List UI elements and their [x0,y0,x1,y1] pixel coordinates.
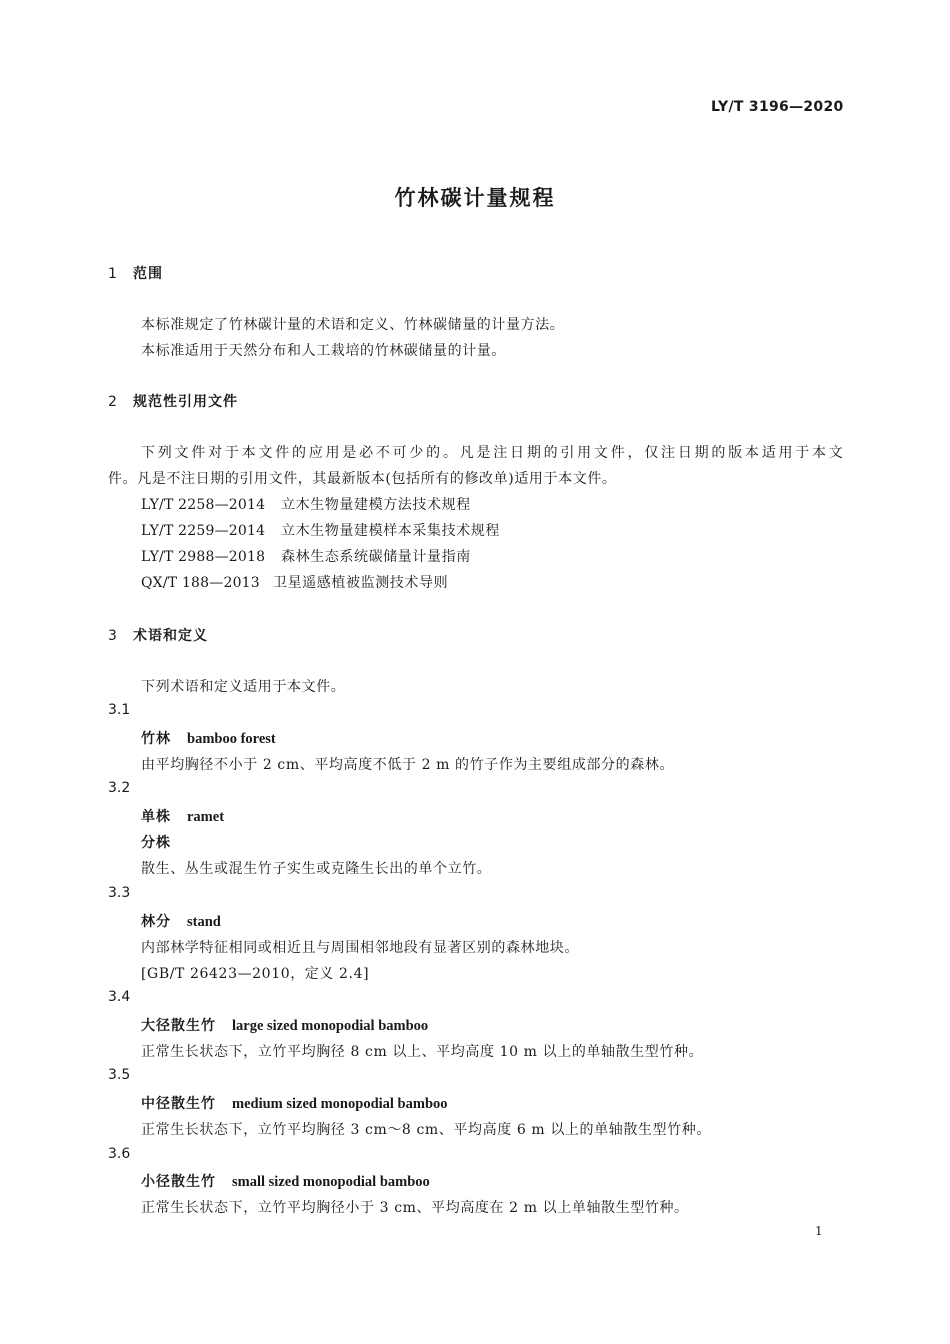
section-title: 范围 [133,266,163,282]
scope-paragraph-2: 本标准适用于天然分布和人工栽培的竹林碳储量的计量。 [141,343,506,359]
term-chinese: 小径散生竹 [141,1174,216,1190]
term-english: bamboo forest [187,731,276,747]
term-number: 3.2 [108,780,131,796]
term-alt-chinese: 分株 [141,835,171,851]
term-heading [141,911,221,931]
reference-title: 立木生物量建模方法技术规程 [281,497,471,513]
term-definition: 正常生长状态下，立竹平均胸径 3 cm～8 cm、平均高度 6 m 以上的单轴散生型竹种。 [141,1122,711,1138]
term-number: 3.6 [108,1146,131,1162]
term-heading [141,1015,428,1035]
term-definition: 散生、丛生或混生竹子实生或克隆生长出的单个立竹。 [141,861,492,877]
references-intro-line-1: 下列文件对于本文件的应用是必不可少的。凡是注日期的引用文件，仅注日期的版本适用于本文 [141,445,843,461]
term-number: 3.4 [108,989,131,1005]
term-heading [141,806,224,826]
reference-item [141,494,471,514]
term-heading [141,1171,430,1191]
reference-title: 立木生物量建模样本采集技术规程 [281,523,500,539]
standard-code: LY/T 3196—2020 [711,99,844,115]
term-english: ramet [187,809,225,825]
term-english: small sized monopodial bamboo [232,1174,430,1190]
section-heading-terms [108,625,208,645]
references-intro-line-2: 件。凡是不注日期的引用文件，其最新版本(包括所有的修改单)适用于本文件。 [108,471,617,487]
section-title: 术语和定义 [133,628,208,644]
terms-intro: 下列术语和定义适用于本文件。 [141,679,346,695]
term-heading [141,728,276,748]
section-title: 规范性引用文件 [133,394,238,410]
reference-item [141,546,471,566]
term-number: 3.1 [108,702,131,718]
page-number: 1 [815,1224,823,1238]
section-number: 1 [108,266,118,282]
reference-code: QX/T 188—2013 [141,575,260,591]
term-chinese: 大径散生竹 [141,1018,216,1034]
term-definition: 正常生长状态下，立竹平均胸径 8 cm 以上、平均高度 10 m 以上的单轴散生型竹种。 [141,1044,704,1060]
section-number: 2 [108,394,118,410]
section-heading-normative-references [108,391,238,411]
term-source: [GB/T 26423—2010，定义 2.4] [141,966,370,982]
term-heading [141,1093,448,1113]
term-chinese: 竹林 [141,731,171,747]
term-english: large sized monopodial bamboo [232,1018,429,1034]
reference-item [141,572,448,592]
term-definition: 由平均胸径不小于 2 cm、平均高度不低于 2 m 的竹子作为主要组成部分的森林。 [141,757,675,773]
reference-title: 森林生态系统碳储量计量指南 [281,549,471,565]
term-chinese: 林分 [141,914,171,930]
term-chinese: 中径散生竹 [141,1096,216,1112]
reference-code: LY/T 2258—2014 [141,497,266,513]
reference-title: 卫星遥感植被监测技术导则 [273,575,449,591]
section-heading-scope [108,263,163,283]
term-english: medium sized monopodial bamboo [232,1096,448,1112]
reference-code: LY/T 2988—2018 [141,549,266,565]
term-chinese: 单株 [141,809,171,825]
scope-paragraph-1: 本标准规定了竹林碳计量的术语和定义、竹林碳储量的计量方法。 [141,317,565,333]
term-definition: 内部林学特征相同或相近且与周围相邻地段有显著区别的森林地块。 [141,940,579,956]
document-title: 竹林碳计量规程 [394,186,556,210]
term-definition: 正常生长状态下，立竹平均胸径小于 3 cm、平均高度在 2 m 以上单轴散生型竹种。 [141,1200,689,1216]
term-alternative [141,832,187,852]
term-english: stand [187,914,221,930]
term-number: 3.5 [108,1067,131,1083]
term-number: 3.3 [108,885,131,901]
section-number: 3 [108,628,118,644]
reference-code: LY/T 2259—2014 [141,523,266,539]
reference-item [141,520,500,540]
